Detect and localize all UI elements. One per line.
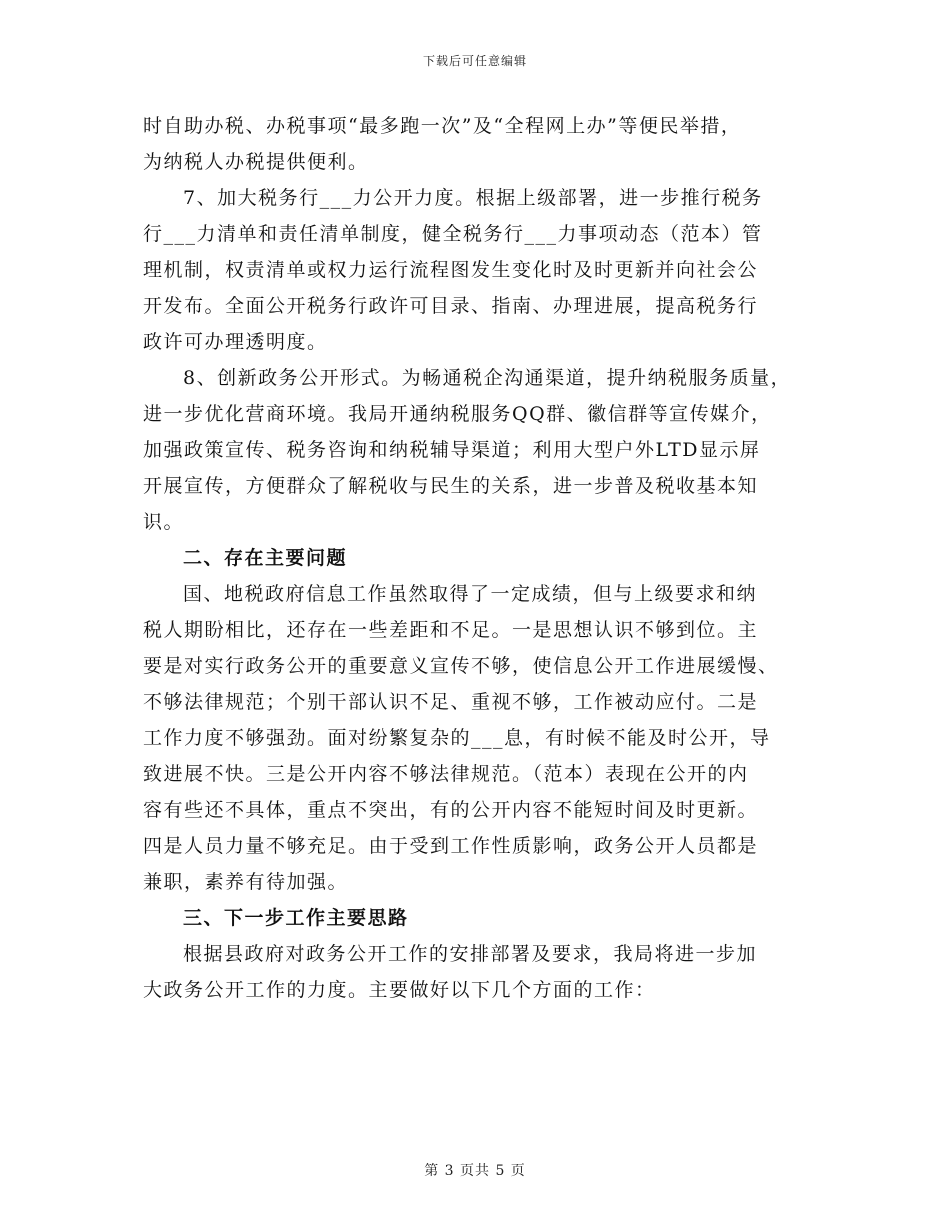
text-line: 加强政策宣传、税务咨询和纳税辅导渠道；利用大型户外LTD显示屏 — [143, 439, 761, 461]
page-header: 下载后可任意编辑 — [422, 54, 527, 68]
text-line: 开发布。全面公开税务行政许可目录、指南、办理进展，提高税务行 — [143, 295, 759, 317]
text-line: 政许可办理透明度。 — [143, 331, 328, 353]
page-number-footer: 第 3 页共 5 页 — [424, 1163, 526, 1179]
text-line: 致进展不快。三是公开内容不够法律规范。（范本）表现在公开的内 — [143, 763, 749, 785]
document-body — [143, 108, 811, 1008]
paragraph-problems-start: 国、地税政府信息工作虽然取得了一定成绩，但与上级要求和纳 — [183, 583, 758, 605]
text-line: 兼职，素养有待加强。 — [143, 871, 349, 893]
paragraph-next-steps-start: 根据县政府对政务公开工作的安排部署及要求，我局将进一步加 — [183, 943, 758, 965]
paragraph-8-start: 8、创新政务公开形式。为畅通税企沟通渠道，提升纳税服务质量， — [183, 367, 792, 389]
text-line: 要是对实行政务公开的重要意义宣传不够，使信息公开工作进展缓慢、 — [143, 655, 779, 677]
section-heading-next-steps: 三、下一步工作主要思路 — [183, 907, 409, 929]
paragraph-7-start: 7、加大税务行___力公开力度。根据上级部署，进一步推行税务 — [183, 187, 763, 209]
text-line: 开展宣传，方便群众了解税收与民生的关系，进一步普及税收基本知 — [143, 475, 759, 497]
text-line: 行___力清单和责任清单制度，健全税务行___力事项动态（范本）管 — [143, 223, 763, 245]
text-line: 大政务公开工作的力度。主要做好以下几个方面的工作： — [143, 979, 656, 1001]
text-line: 时自助办税、办税事项“最多跑一次”及“全程网上办”等便民举措， — [143, 115, 742, 137]
text-line: 为纳税人办税提供便利。 — [143, 151, 369, 173]
text-line: 工作力度不够强劲。面对纷繁复杂的___息，有时候不能及时公开，导 — [143, 727, 771, 749]
text-line: 不够法律规范；个别干部认识不足、重视不够，工作被动应付。二是 — [143, 691, 759, 713]
text-line: 容有些还不具体，重点不突出，有的公开内容不能短时间及时更新。 — [143, 799, 759, 821]
text-line: 四是人员力量不够充足。由于受到工作性质影响，政务公开人员都是 — [143, 835, 759, 857]
text-line: 税人期盼相比，还存在一些差距和不足。一是思想认识不够到位。主 — [143, 619, 759, 641]
text-line: 理机制，权责清单或权力运行流程图发生变化时及时更新并向社会公 — [143, 259, 759, 281]
text-line: 进一步优化营商环境。我局开通纳税服务QQ群、徽信群等宣传媒介， — [143, 403, 772, 425]
section-heading-problems: 二、存在主要问题 — [183, 547, 348, 569]
text-line: 识。 — [143, 511, 185, 533]
